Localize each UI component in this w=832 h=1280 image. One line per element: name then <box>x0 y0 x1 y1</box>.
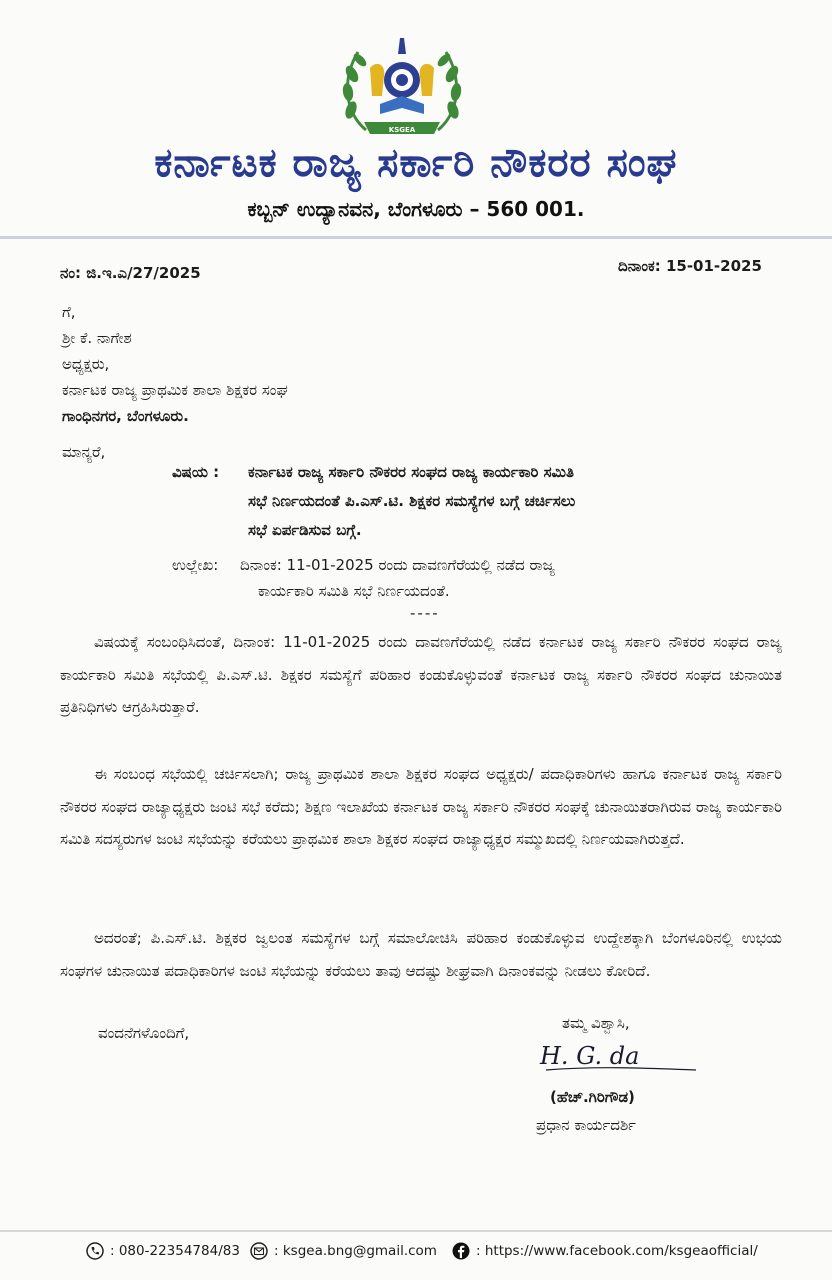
letterhead-divider <box>0 236 832 239</box>
subject-line-3: ಸಭೆ ಏರ್ಪಡಿಸುವ ಬಗ್ಗೆ. <box>248 521 362 539</box>
association-emblem-logo <box>336 34 468 140</box>
footer-phone-text: : 080-22354784/83 <box>110 1243 240 1259</box>
subject-label: ವಿಷಯ : <box>172 463 220 481</box>
subject-line-1: ಕರ್ನಾಟಕ ರಾಜ್ಯ ಸರ್ಕಾರಿ ನೌಕರರ ಸಂಘದ ರಾಜ್ಯ ಕಾರ್ಯಕಾರಿ ಸಮಿತಿ <box>248 463 574 481</box>
letter-date: ದಿನಾಂಕ: 15-01-2025 <box>618 257 762 275</box>
reference-label: ಉಲ್ಲೇಖ: <box>172 556 219 574</box>
reference-line-1: ದಿನಾಂಕ: 11-01-2025 ರಂದು ದಾವಣಗೆರೆಯಲ್ಲಿ ನಡೆದ ರಾಜ್ಯ <box>240 556 555 574</box>
organization-address: ಕಬ್ಬನ್ ಉದ್ಯಾನವನ, ಬೆಂಗಳೂರು – 560 001. <box>247 197 585 221</box>
addressee-place: ಗಾಂಧಿನಗರ, ಬೆಂಗಳೂರು. <box>62 407 189 425</box>
email-icon <box>250 1242 268 1260</box>
footer-facebook-text[interactable]: : https://www.facebook.com/ksgeaofficial/ <box>476 1243 758 1259</box>
body-paragraph-2 <box>60 758 782 856</box>
addressee-organization: ಕರ್ನಾಟಕ ರಾಜ್ಯ ಪ್ರಾಥಮಿಕ ಶಾಲಾ ಶಿಕ್ಷಕರ ಸಂಘ <box>62 381 288 399</box>
footer-email[interactable] <box>250 1242 437 1260</box>
closing-regards: ವಂದನೆಗಳೊಂದಿಗೆ, <box>98 1024 190 1042</box>
subject-line-2: ಸಭೆ ನಿರ್ಣಯದಂತೆ ಪಿ.ಎಸ್.ಟಿ. ಶಿಕ್ಷಕರ ಸಮಸ್ಯೆಗಳ ಬಗ್ಗೆ ಚರ್ಚಿಸಲು <box>248 492 576 510</box>
logo-text: KSGEA <box>388 126 416 134</box>
yours-faithfully: ತಮ್ಮ ವಿಶ್ವಾಸಿ, <box>562 1014 630 1032</box>
signature-text: H. G. da <box>540 1042 640 1070</box>
reference-line-2: ಕಾರ್ಯಕಾರಿ ಸಮಿತಿ ಸಭೆ ನಿರ್ಣಯದಂತೆ. <box>258 582 450 600</box>
body-paragraph-1-text: ವಿಷಯಕ್ಕೆ ಸಂಬಂಧಿಸಿದಂತೆ, ದಿನಾಂಕ: 11-01-2025 ರಂದು ದಾವಣಗೆರೆಯಲ್ಲಿ ನಡೆದ ಕರ್ನಾಟಕ ರಾಜ್ಯ ಸರ್ಕಾರಿ ನೌಕರರ ಸಂಘದ ರಾಜ್ಯ ಕಾರ್ಯಕಾರಿ ಸಮಿತಿ ಸಭೆಯಲ್ಲಿ ಪಿ.ಎಸ್.ಟಿ. ಶಿಕ್ಷಕರ ಸಮಸ್ಯೆಗೆ ಪರಿಹಾರ ಕಂಡುಕೊಳ್ಳುವಂತೆ ಕರ್ನಾಟಕ ರಾಜ್ಯ ಸರ್ಕಾರಿ ನೌಕರರ ಸಂಘದ ಚುನಾಯಿತ ಪ್ರತಿನಿಧಿಗಳು ಆಗ್ರಹಿಸಿರುತ್ತಾರೆ. <box>60 633 782 716</box>
footer-phone <box>86 1242 240 1260</box>
body-paragraph-1 <box>60 626 782 724</box>
phone-icon <box>86 1242 104 1260</box>
signatory-name: (ಹೆಚ್.ಗಿರಿಗೌಡ) <box>550 1088 635 1106</box>
addressee-designation: ಅಧ್ಯಕ್ಷರು, <box>62 355 110 373</box>
body-paragraph-3 <box>60 922 782 987</box>
to-label: ಗೆ, <box>62 303 76 321</box>
body-paragraph-3-text: ಅದರಂತೆ; ಪಿ.ಎಸ್.ಟಿ. ಶಿಕ್ಷಕರ ಜ್ವಲಂತ ಸಮಸ್ಯೆಗಳ ಬಗ್ಗೆ ಸಮಾಲೋಚಿಸಿ ಪರಿಹಾರ ಕಂಡುಕೊಳ್ಳುವ ಉದ್ದೇಶಕ್ಕಾಗಿ ಬೆಂಗಳೂರಿನಲ್ಲಿ ಉಭಯ ಸಂಘಗಳ ಚುನಾಯಿತ ಪದಾಧಿಕಾರಿಗಳ ಜಂಟಿ ಸಭೆಯನ್ನು ಕರೆಯಲು ತಾವು ಆದಷ್ಟು ಶೀಘ್ರವಾಗಿ ದಿನಾಂಕವನ್ನು ನೀಡಲು ಕೋರಿದೆ. <box>60 929 782 980</box>
reference-number: ನಂ: ಜಿ.ಇ.ಎ/27/2025 <box>60 264 201 282</box>
signatory-title: ಪ್ರಧಾನ ಕಾರ್ಯದರ್ಶಿ <box>536 1116 636 1134</box>
footer-divider <box>0 1230 832 1232</box>
addressee-name: ಶ್ರೀ ಕೆ. ನಾಗೇಶ <box>62 329 132 347</box>
facebook-icon <box>452 1242 470 1260</box>
organization-title: ಕರ್ನಾಟಕ ರಾಜ್ಯ ಸರ್ಕಾರಿ ನೌಕರರ ಸಂಘ <box>154 140 678 186</box>
footer-email-text[interactable]: : ksgea.bng@gmail.com <box>274 1243 437 1259</box>
body-paragraph-2-text: ಈ ಸಂಬಂಧ ಸಭೆಯಲ್ಲಿ ಚರ್ಚಿಸಲಾಗಿ; ರಾಜ್ಯ ಪ್ರಾಥಮಿಕ ಶಾಲಾ ಶಿಕ್ಷಕರ ಸಂಘದ ಅಧ್ಯಕ್ಷರು/ ಪದಾಧಿಕಾರಿಗಳು ಹಾಗೂ ಕರ್ನಾಟಕ ರಾಜ್ಯ ಸರ್ಕಾರಿ ನೌಕರರ ಸಂಘದ ರಾಜ್ಯಾಧ್ಯಕ್ಷರು ಜಂಟಿ ಸಭೆ ಕರೆದು; ಶಿಕ್ಷಣ ಇಲಾಖೆಯ ಕರ್ನಾಟಕ ರಾಜ್ಯ ಸರ್ಕಾರಿ ನೌಕರರ ಸಂಘಕ್ಕೆ ಚುನಾಯಿತರಾಗಿರುವ ರಾಜ್ಯ ಕಾರ್ಯಕಾರಿ ಸಮಿತಿ ಸದಸ್ಯರುಗಳ ಜಂಟಿ ಸಭೆಯನ್ನು ಕರೆಯಲು ಪ್ರಾಥಮಿಕ ಶಾಲಾ ಶಿಕ್ಷಕರ ಸಂಘದ ರಾಜ್ಯಾಧ್ಯಕ್ಷರ ಸಮ್ಮುಖದಲ್ಲಿ ನಿರ್ಣಯವಾಗಿರುತ್ತದೆ. <box>60 765 782 848</box>
footer-facebook[interactable] <box>452 1242 758 1260</box>
reference-divider: ---- <box>410 604 440 622</box>
greeting: ಮಾನ್ಯರೆ, <box>62 443 106 461</box>
signature-image <box>536 1036 706 1080</box>
